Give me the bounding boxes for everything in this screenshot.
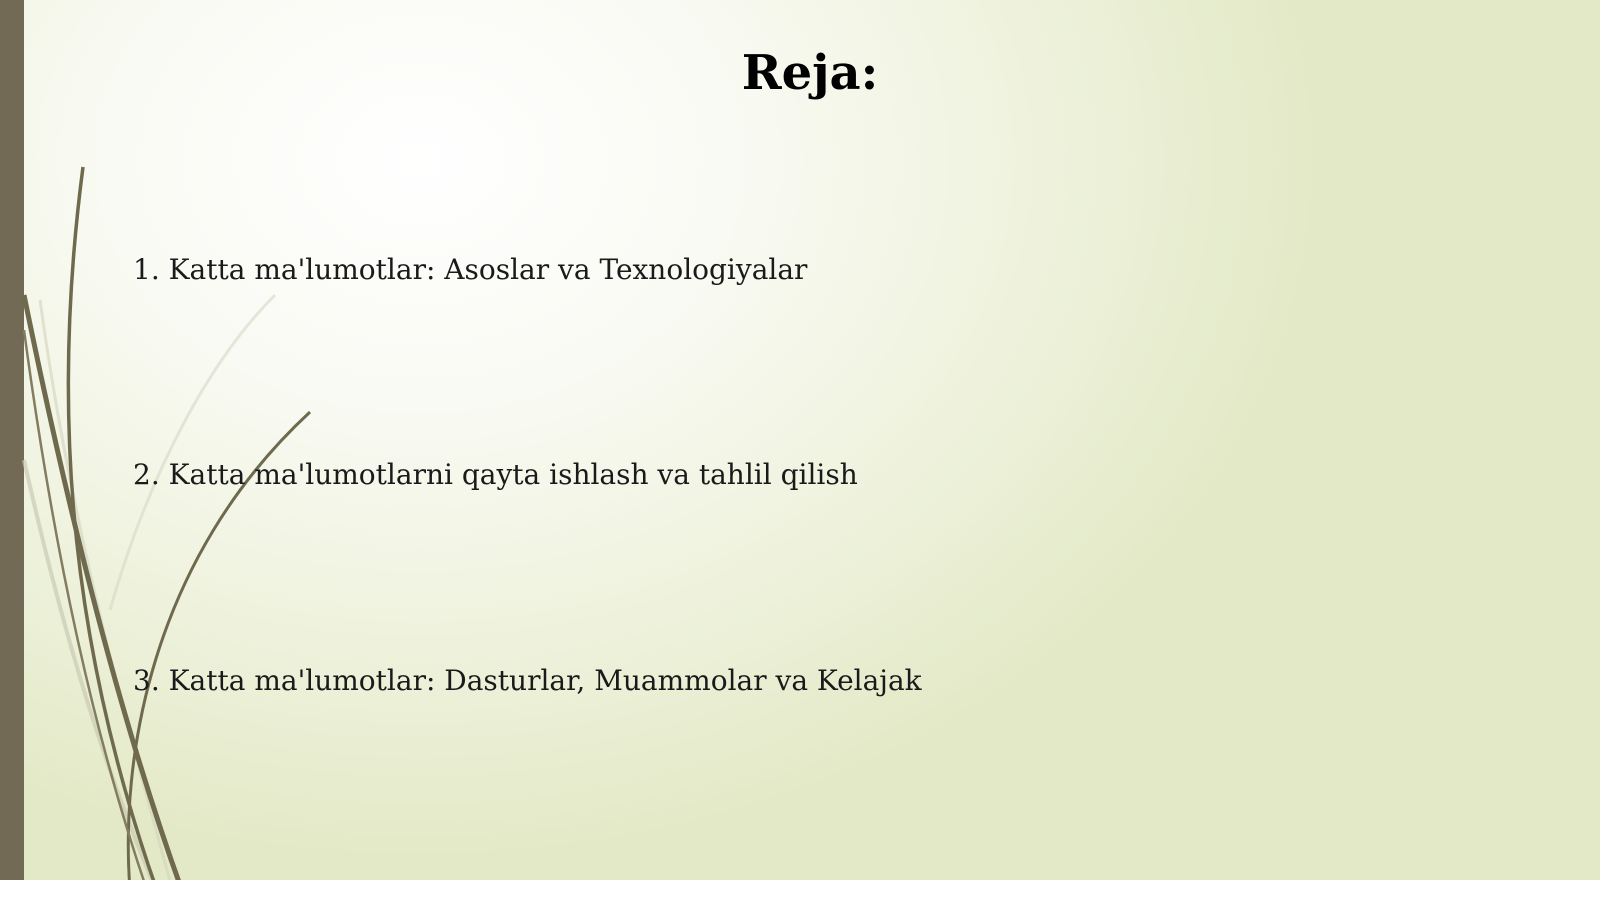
- slide-title: Reja:: [741, 45, 879, 101]
- bottom-strip: [0, 880, 1600, 899]
- plan-item-2: 2. Katta ma'lumotlarni qayta ishlash va tahlil qilish: [133, 458, 858, 491]
- plan-item-3: 3. Katta ma'lumotlar: Dasturlar, Muammolar va Kelajak: [133, 664, 922, 697]
- grass-strands-icon: [0, 0, 400, 899]
- plan-item-1: 1. Katta ma'lumotlar: Asoslar va Texnologiyalar: [133, 253, 808, 286]
